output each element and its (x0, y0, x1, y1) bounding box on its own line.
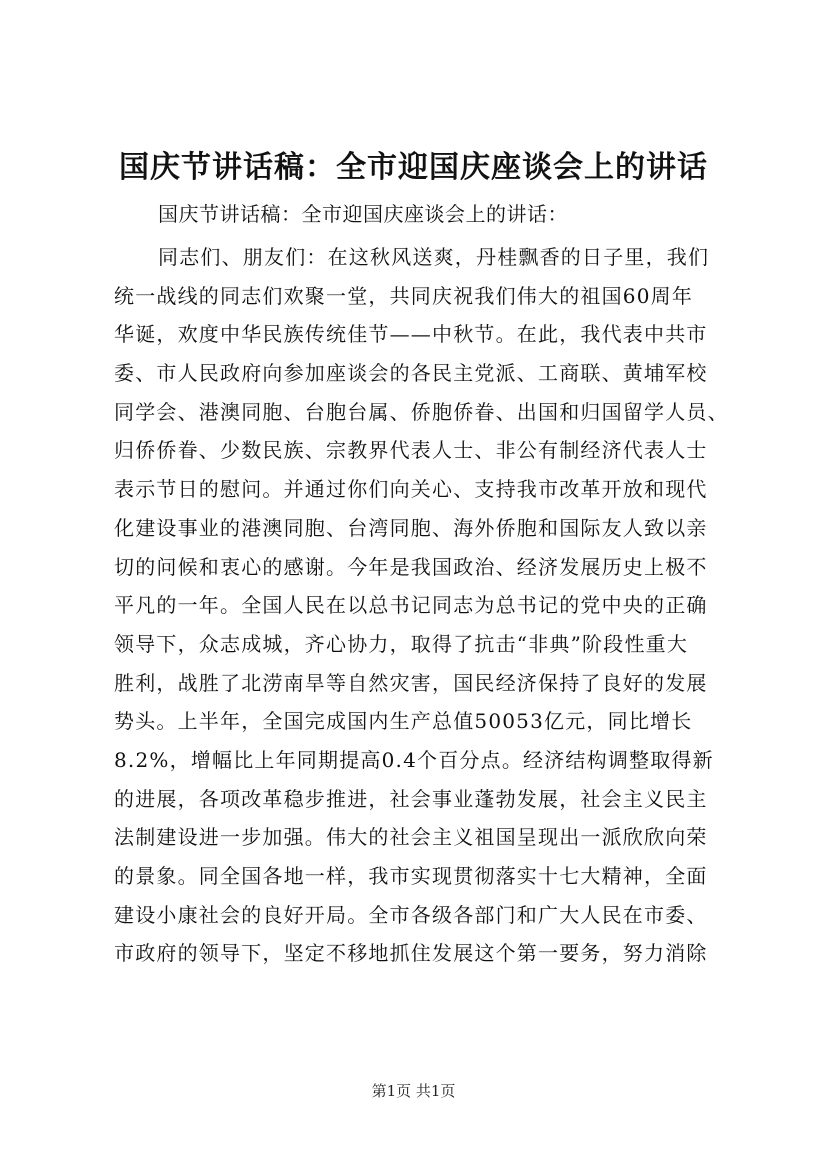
paragraph-line: 归侨侨眷、少数民族、宗教界代表人士、非公有制经济代表人士 (114, 438, 708, 463)
paragraph-line: 8.2%，增幅比上年同期提高0.4个百分点。经济结构调整取得新 (114, 747, 714, 772)
paragraph-line: 市政府的领导下，坚定不移地抓住发展这个第一要务，努力消除 (114, 941, 708, 966)
paragraph-line: 胜利，战胜了北涝南旱等自然灾害，国民经济保持了良好的发展 (114, 670, 708, 695)
paragraph-line: 法制建设进一步加强。伟大的社会主义祖国呈现出一派欣欣向荣 (114, 825, 708, 850)
paragraph-line: 势头。上半年，全国完成国内生产总值50053亿元，同比增长 (114, 709, 693, 734)
body-paragraph (114, 238, 729, 973)
paragraph-line: 建设小康社会的良好开局。全市各级各部门和广大人民在市委、 (114, 902, 708, 927)
paragraph-line: 的进展，各项改革稳步推进，社会事业蓬勃发展，社会主义民主 (114, 786, 708, 811)
paragraph-line: 表示节日的慰问。并通过你们向关心、支持我市改革开放和现代 (114, 477, 708, 502)
document-title: 国庆节讲话稿：全市迎国庆座谈会上的讲话 (119, 150, 708, 185)
page-number-footer: 第1页 共1页 (371, 1082, 456, 1100)
paragraph-line: 统一战线的同志们欢聚一堂，共同庆祝我们伟大的祖国60周年 (114, 283, 694, 308)
document-subtitle: 国庆节讲话稿：全市迎国庆座谈会上的讲话： (158, 202, 568, 226)
paragraph-line: 华诞，欢度中华民族传统佳节——中秋节。在此，我代表中共市 (114, 322, 708, 347)
paragraph-line: 同学会、港澳同胞、台胞台属、侨胞侨眷、出国和归国留学人员、 (114, 399, 729, 424)
paragraph-line: 的景象。同全国各地一样，我市实现贯彻落实十七大精神，全面 (114, 864, 708, 888)
paragraph-line: 切的问候和衷心的感谢。今年是我国政治、经济发展历史上极不 (114, 554, 708, 579)
paragraph-line: 化建设事业的港澳同胞、台湾同胞、海外侨胞和国际友人致以亲 (114, 515, 708, 540)
paragraph-line: 平凡的一年。全国人民在以总书记同志为总书记的党中央的正确 (114, 593, 708, 618)
paragraph-line: 委、市人民政府向参加座谈会的各民主党派、工商联、黄埔军校 (114, 361, 708, 386)
paragraph-line: 同志们、朋友们：在这秋风送爽，丹桂飘香的日子里，我们 (158, 245, 710, 269)
paragraph-line: 领导下，众志成城，齐心协力，取得了抗击“非典”阶段性重大 (114, 631, 689, 656)
